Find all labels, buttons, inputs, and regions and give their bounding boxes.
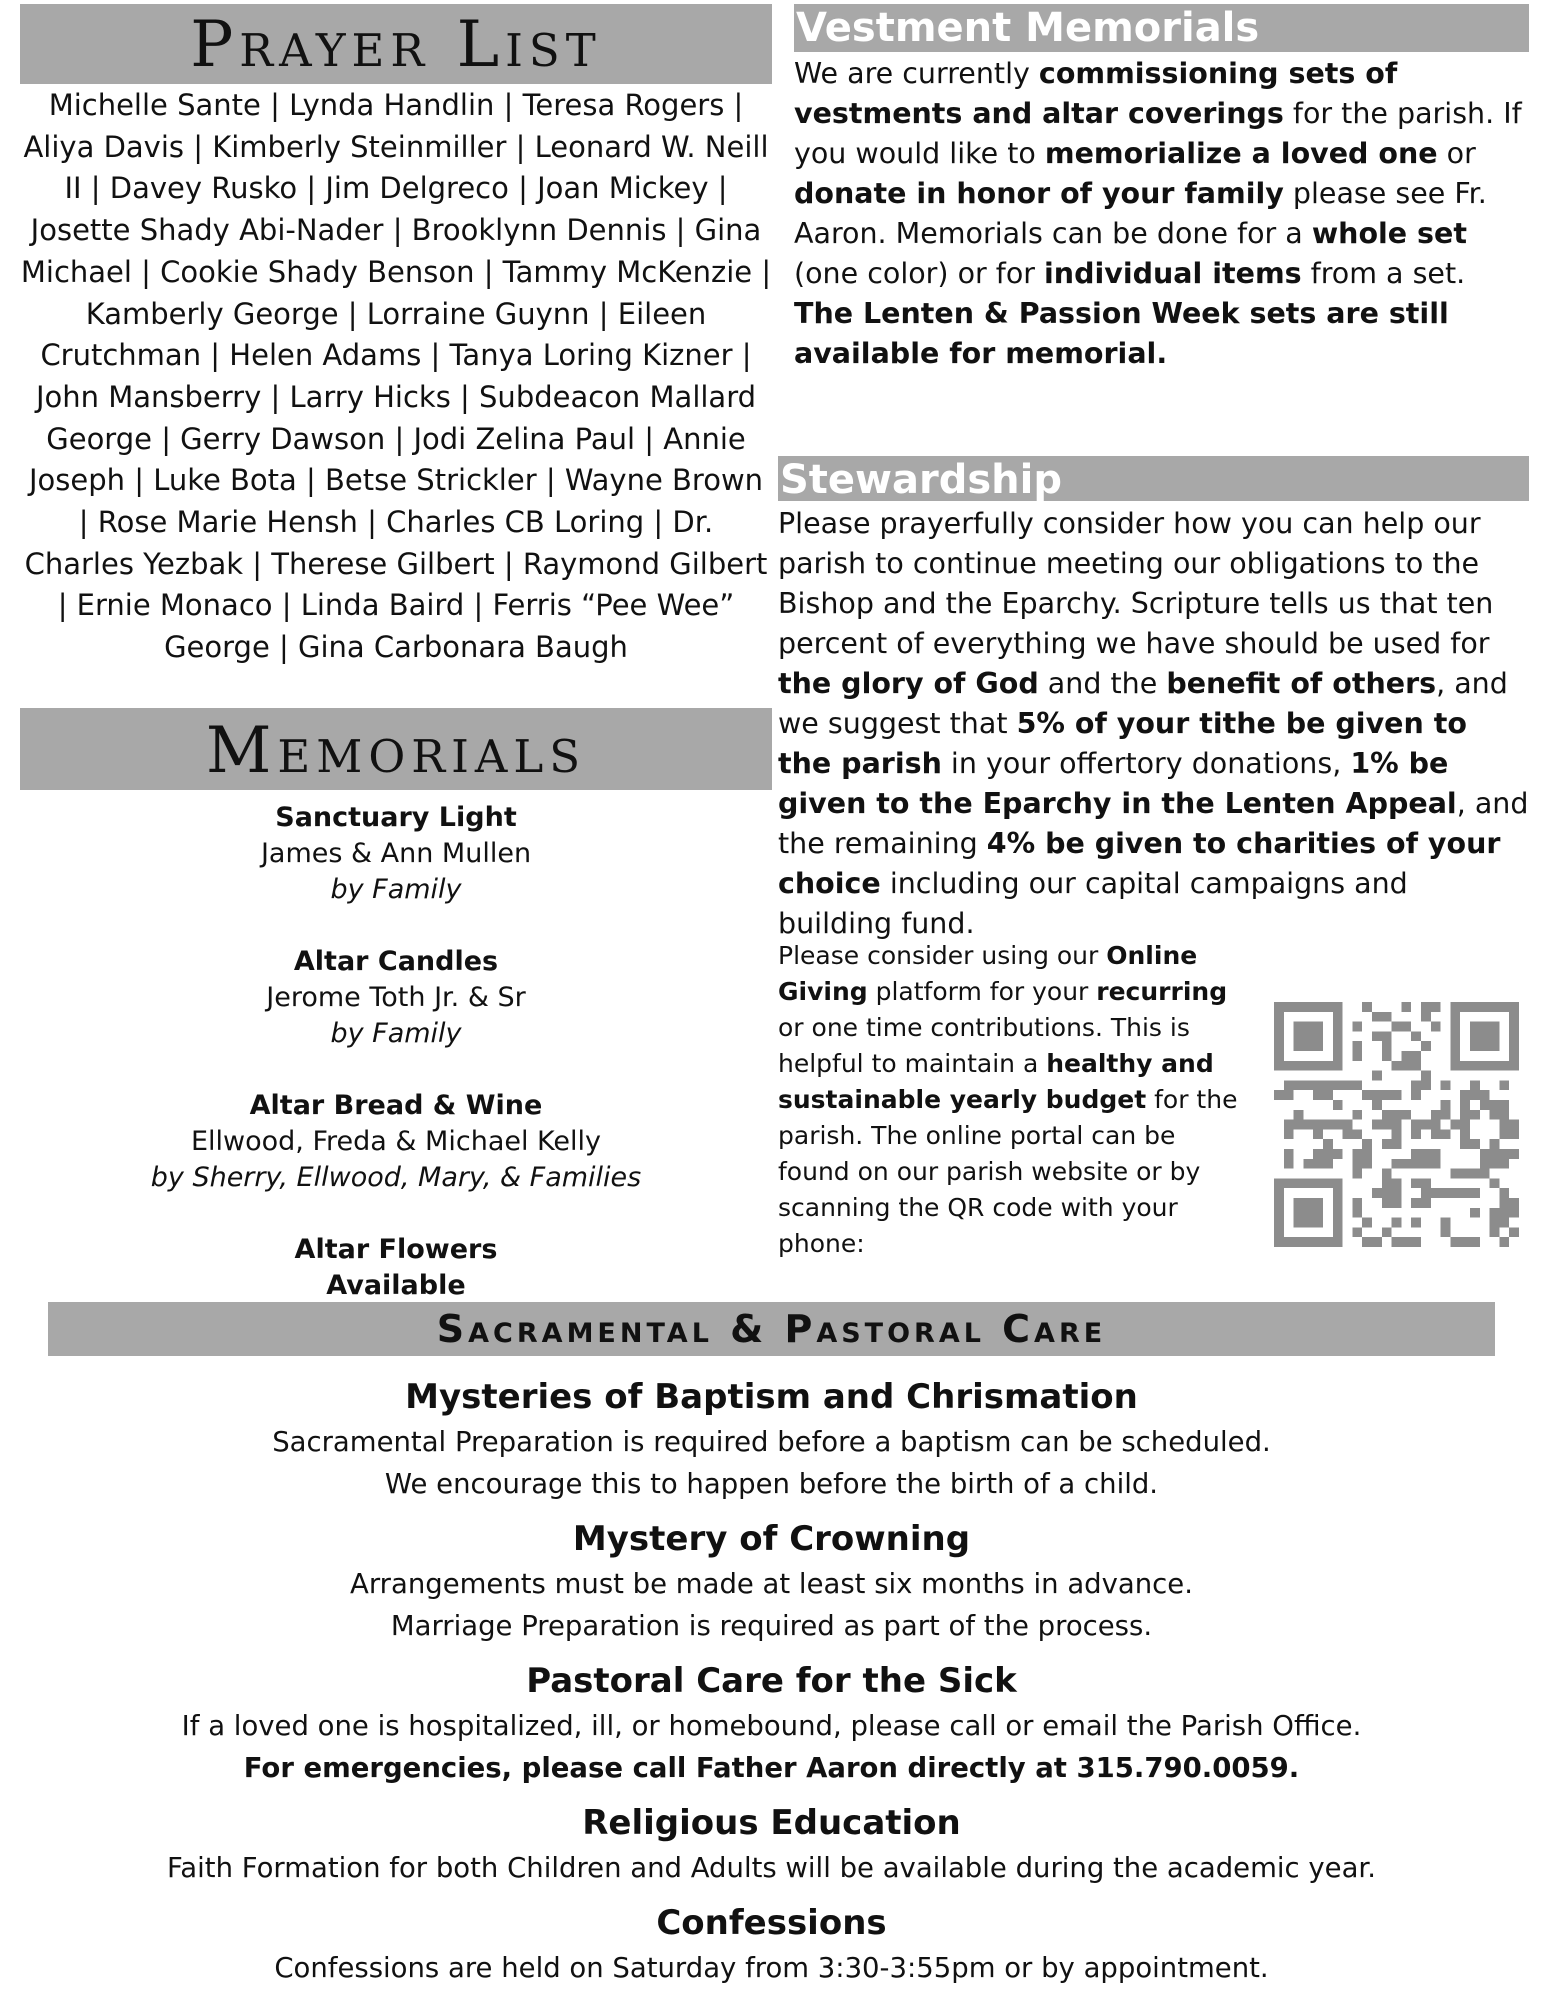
vestment-title: Vestment Memorials — [796, 5, 1260, 51]
memorial-names: James & Ann Mullen — [260, 838, 532, 869]
care-line: We encourage this to happen before the birth of a child. — [384, 1468, 1159, 1500]
care-line: Faith Formation for both Children and Adults will be available during the academic year. — [167, 1852, 1376, 1884]
emergency-phone-line: For emergencies, please call Father Aaron directly at 315.790.0059. — [243, 1752, 1300, 1784]
memorial-by: by Sherry, Ellwood, Mary, & Families — [150, 1162, 642, 1193]
care-section-title: Pastoral Care for the Sick — [526, 1661, 1017, 1701]
memorial-title: Altar Flowers — [294, 1234, 498, 1265]
care-section-confessions — [48, 1899, 1495, 1989]
online-giving-paragraph: Please consider using our Online Giving platform for your recurring or one time contributions. This is helpful to maintain a healthy and sustainable yearly budget for the parish. The online portal can be found on our parish website or by scanning the QR code with your phone: — [778, 941, 1238, 1258]
care-line: Confessions are held on Saturday from 3:30-3:55pm or by appointment. — [274, 1952, 1269, 1984]
care-line: Sacramental Preparation is required before a baptism can be scheduled. — [272, 1426, 1271, 1458]
care-section-baptism — [48, 1373, 1495, 1505]
memorial-item — [20, 800, 772, 908]
memorial-title: Sanctuary Light — [275, 802, 517, 833]
memorial-by: by Family — [330, 1018, 462, 1049]
care-section-title: Religious Education — [582, 1803, 961, 1843]
care-line: If a loved one is hospitalized, ill, or homebound, please call or email the Parish Office. — [181, 1710, 1362, 1742]
memorial-title: Altar Bread & Wine — [249, 1090, 543, 1121]
memorial-item — [20, 1088, 772, 1196]
qr-code-icon[interactable] — [1274, 1002, 1519, 1247]
care-section-education — [48, 1799, 1495, 1889]
care-title: Sacramental & Pastoral Care — [436, 1307, 1107, 1351]
memorials-list — [20, 800, 772, 1304]
memorial-item — [20, 1232, 772, 1304]
memorial-names: Available — [326, 1270, 466, 1301]
stewardship-paragraph: Please prayerfully consider how you can help our parish to continue meeting our obligations to the Bishop and the Eparchy. Scripture tells us that ten percent of everything we have should be used for the glory of God and the benefit of others, and we suggest that 5% of your tithe be given to the parish in your offertory donations, 1% be given to the Eparchy in the Lenten Appeal, and the remaining 4% be given to charities of your choice including our capital campaigns and building fund. — [778, 507, 1529, 940]
care-section-title: Confessions — [656, 1903, 887, 1943]
memorial-title: Altar Candles — [293, 946, 499, 977]
care-sections — [48, 1373, 1495, 1999]
care-line: Marriage Preparation is required as part of the process. — [390, 1610, 1153, 1642]
care-section-title: Mystery of Crowning — [572, 1519, 971, 1559]
memorial-item — [20, 944, 772, 1052]
care-section-title: Mysteries of Baptism and Chrismation — [405, 1377, 1138, 1417]
care-section-sick — [48, 1657, 1495, 1789]
memorial-by: by Family — [330, 874, 462, 905]
care-line: Arrangements must be made at least six months in advance. — [350, 1568, 1193, 1600]
memorials-title: Memorials — [205, 714, 587, 788]
stewardship-title: Stewardship — [780, 457, 1062, 503]
memorial-names: Jerome Toth Jr. & Sr — [266, 982, 526, 1013]
prayer-list-title: Prayer List — [190, 8, 602, 82]
vestment-paragraph: We are currently commissioning sets of vestments and altar coverings for the parish. If you would like to memorialize a loved one or donate in honor of your family please see Fr. Aaron. Memorials can be done for a whole set (one color) or for individual items from a set. The Lenten & Passion Week sets are still available for memorial. — [794, 57, 1522, 370]
memorial-names: Ellwood, Freda & Michael Kelly — [190, 1126, 602, 1157]
prayer-list-names: Michelle Sante | Lynda Handlin | Teresa Rogers | Aliya Davis | Kimberly Steinmiller | Leonard W. Neill II | Davey Rusko | Jim Delgreco | Joan Mickey | Josette Shady Abi-Nader | Brooklynn Dennis | Gina Michael | Cookie Shady Benson | Tammy McKenzie | Kamberly George | Lorraine Guynn | Eileen Crutchman | Helen Adams | Tanya Loring Kizner | John Mansberry | Larry Hicks | Subdeacon Mallard George | Gerry Dawson | Jodi Zelina Paul | Annie Joseph | Luke Bota | Betse Strickler | Wayne Brown | Rose Marie Hensh | Charles CB Loring | Dr. Charles Yezbak | Therese Gilbert | Raymond Gilbert | Ernie Monaco | Linda Baird | Ferris “Pee Wee” George | Gina Carbonara Baugh — [20, 88, 772, 665]
care-section-crowning — [48, 1515, 1495, 1647]
